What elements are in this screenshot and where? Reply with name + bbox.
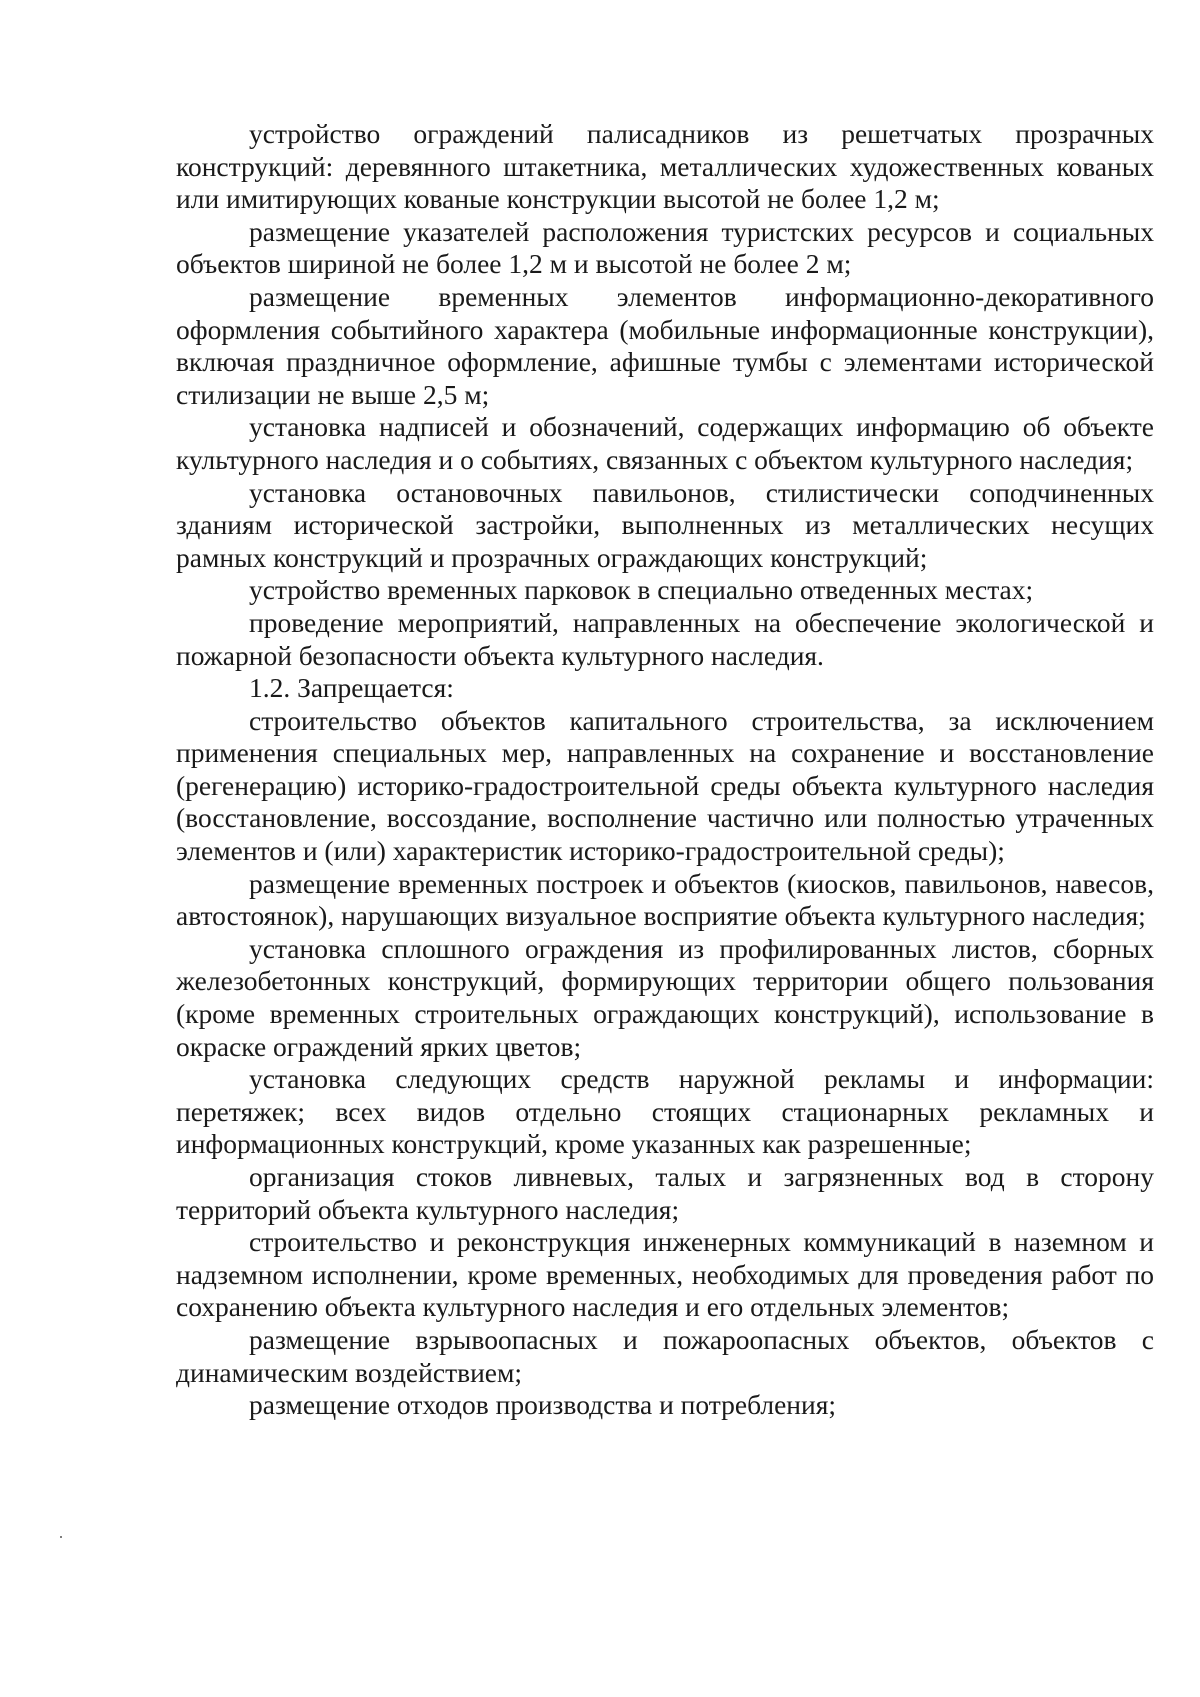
paragraph-temporary-decor: размещение временных элементов информационно-декоративного оформления событийного характера (мобильные информационные конструкции), включая праздничное оформление, афишные тумбы с элементами исторической стилизации не выше 2,5 м; bbox=[176, 280, 1154, 410]
paragraph-engineering-utilities: строительство и реконструкция инженерных коммуникаций в наземном и надземном исполнении, кроме временных, необходимых для проведения работ по сохранению объекта культурного наследия и его отдельных элементов; bbox=[176, 1226, 1154, 1323]
paragraph-temporary-parking: устройство временных парковок в специально отведенных местах; bbox=[249, 574, 1034, 606]
paragraph-solid-fencing: установка сплошного ограждения из профилированных листов, сборных железобетонных конструкций, формирующих территории общего пользования (кроме временных строительных ограждающих конструкций), использование в окраске ограждений ярких цветов; bbox=[176, 932, 1154, 1062]
paragraph-capital-construction: строительство объектов капитального строительства, за исключением применения специальных мер, направленных на сохранение и восстановление (регенерацию) историко-градостроительной среды объекта культурного наследия (восстановление, воссоздание, восполнение частично или полностью утраченных элементов и (или) характеристик историко-градостроительной среды); bbox=[176, 704, 1154, 867]
paragraph-waste-disposal: размещение отходов производства и потребления; bbox=[249, 1389, 837, 1421]
section-heading-prohibited: 1.2. Запрещается: bbox=[249, 672, 454, 704]
paragraph-inscriptions: установка надписей и обозначений, содержащих информацию об объекте культурного наследия и о событиях, связанных с объектом культурного наследия; bbox=[176, 411, 1154, 475]
paragraph-palisade-fencing: устройство ограждений палисадников из решетчатых прозрачных конструкций: деревянного штакетника, металлических художественных кованых или имитирующих кованые конструкции высотой не более 1,2 м; bbox=[176, 118, 1154, 215]
paragraph-outdoor-advertising: установка следующих средств наружной рекламы и информации: перетяжек; всех видов отдельно стоящих стационарных рекламных и информационных конструкций, кроме указанных как разрешенные; bbox=[176, 1063, 1154, 1160]
scan-speck bbox=[60, 1536, 62, 1538]
paragraph-water-drainage: организация стоков ливневых, талых и загрязненных вод в сторону территорий объекта культурного наследия; bbox=[176, 1161, 1154, 1225]
paragraph-safety-measures: проведение мероприятий, направленных на обеспечение экологической и пожарной безопасности объекта культурного наследия. bbox=[176, 606, 1154, 671]
paragraph-bus-stops: установка остановочных павильонов, стилистически соподчиненных зданиям исторической застройки, выполненных из металлических несущих рамных конструкций и прозрачных ограждающих конструкций; bbox=[176, 476, 1154, 573]
paragraph-temporary-buildings: размещение временных построек и объектов (киосков, павильонов, навесов, автостоянок), нарушающих визуальное восприятие объекта культурного наследия; bbox=[176, 867, 1154, 932]
paragraph-tourist-signs: размещение указателей расположения туристских ресурсов и социальных объектов шириной не более 1,2 м и высотой не более 2 м; bbox=[176, 215, 1154, 280]
document-body bbox=[176, 118, 1154, 1422]
paragraph-hazardous-objects: размещение взрывоопасных и пожароопасных объектов, объектов с динамическим воздействием; bbox=[176, 1323, 1154, 1388]
